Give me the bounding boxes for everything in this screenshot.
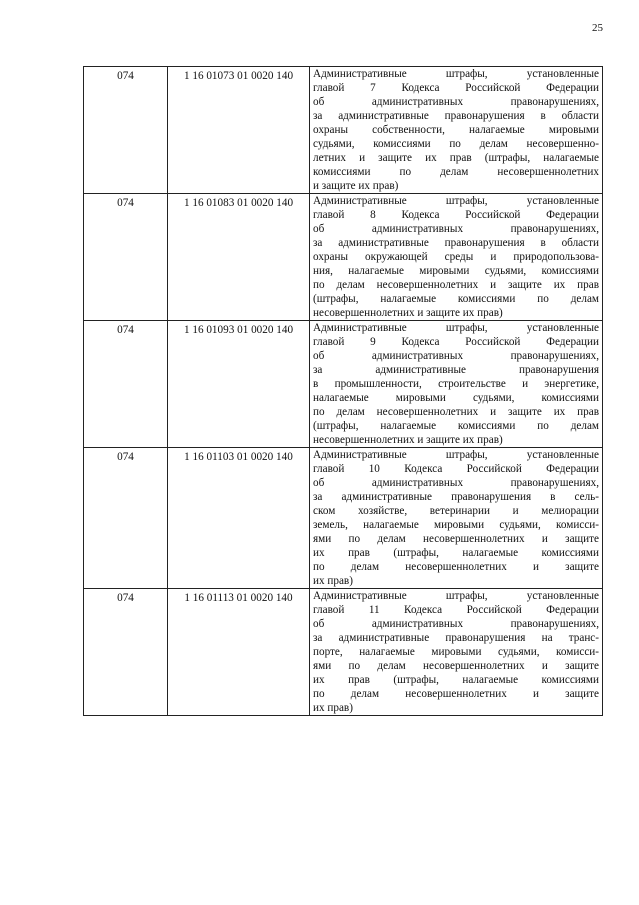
description-line: главой 9 Кодекса Российской Федерации [313, 336, 599, 348]
description-line: по делам несовершеннолетних и защите их прав [313, 279, 599, 291]
description-line: Административные штрафы, установленные [313, 590, 599, 602]
description-line: ями по делам несовершеннолетних и защите [313, 533, 599, 545]
description-line: (штрафы, налагаемые комиссиями по делам [313, 293, 599, 305]
description-line: ями по делам несовершеннолетних и защите [313, 660, 599, 672]
admin-code-cell: 074 [84, 589, 168, 716]
description-line: Административные штрафы, установленные [313, 195, 599, 207]
description-line: по делам несовершеннолетних и защите [313, 688, 599, 700]
description-line: об административных правонарушениях, [313, 223, 599, 235]
table-row [84, 589, 603, 716]
admin-code-cell: 074 [84, 321, 168, 448]
description-line: комиссиями по делам несовершеннолетних [313, 166, 599, 178]
description-line: судьями, комиссиями по делам несовершенно- [313, 138, 599, 150]
admin-code-cell: 074 [84, 448, 168, 589]
budget-code-cell: 1 16 01073 01 0020 140 [168, 67, 310, 194]
description-line: за административные правонарушения в сель- [313, 491, 599, 503]
table-body [84, 67, 603, 716]
description-line: порте, налагаемые мировыми судьями, комисси- [313, 646, 599, 658]
admin-code-cell: 074 [84, 194, 168, 321]
table-row [84, 321, 603, 448]
description-line: и защите их прав) [313, 180, 399, 192]
description-line: земель, налагаемые мировыми судьями, комисси- [313, 519, 599, 531]
description-line: несовершеннолетних и защите их прав) [313, 307, 503, 319]
description-line: в промышленности, строительстве и энергетике, [313, 378, 599, 390]
budget-code-cell: 1 16 01093 01 0020 140 [168, 321, 310, 448]
description-line: главой 11 Кодекса Российской Федерации [313, 604, 599, 616]
description-line: (штрафы, налагаемые комиссиями по делам [313, 420, 599, 432]
description-line: охраны собственности, налагаемые мировыми [313, 124, 599, 136]
page-number: 25 [592, 22, 603, 34]
description-cell [310, 194, 603, 321]
description-line: за административные правонарушения в области [313, 237, 599, 249]
description-line: их прав) [313, 702, 353, 714]
description-line: ния, налагаемые мировыми судьями, комиссиями [313, 265, 599, 277]
description-line: за административные правонарушения [313, 364, 599, 376]
description-line: Административные штрафы, установленные [313, 322, 599, 334]
description-line: об административных правонарушениях, [313, 618, 599, 630]
table-row [84, 194, 603, 321]
budget-code-cell: 1 16 01113 01 0020 140 [168, 589, 310, 716]
description-line: ском хозяйстве, ветеринарии и мелиорации [313, 505, 599, 517]
description-line: налагаемые мировыми судьями, комиссиями [313, 392, 599, 404]
description-line: их прав) [313, 575, 353, 587]
description-cell [310, 448, 603, 589]
description-line: об административных правонарушениях, [313, 477, 599, 489]
description-cell [310, 67, 603, 194]
budget-code-cell: 1 16 01103 01 0020 140 [168, 448, 310, 589]
budget-classification-table [83, 66, 603, 716]
description-line: за административные правонарушения в области [313, 110, 599, 122]
description-line: их прав (штрафы, налагаемые комиссиями [313, 674, 599, 686]
table-row [84, 448, 603, 589]
description-line: главой 7 Кодекса Российской Федерации [313, 82, 599, 94]
description-cell [310, 321, 603, 448]
description-line: за административные правонарушения на транс- [313, 632, 599, 644]
budget-code-cell: 1 16 01083 01 0020 140 [168, 194, 310, 321]
description-line: Административные штрафы, установленные [313, 449, 599, 461]
description-line: их прав (штрафы, налагаемые комиссиями [313, 547, 599, 559]
table-row [84, 67, 603, 194]
description-line: об административных правонарушениях, [313, 350, 599, 362]
description-line: об административных правонарушениях, [313, 96, 599, 108]
description-line: летних и защите их прав (штрафы, налагаемые [313, 152, 599, 164]
description-line: по делам несовершеннолетних и защите [313, 561, 599, 573]
description-line: Административные штрафы, установленные [313, 68, 599, 80]
description-line: по делам несовершеннолетних и защите их прав [313, 406, 599, 418]
description-cell [310, 589, 603, 716]
description-line: главой 10 Кодекса Российской Федерации [313, 463, 599, 475]
description-line: охраны окружающей среды и природопользова- [313, 251, 599, 263]
description-line: главой 8 Кодекса Российской Федерации [313, 209, 599, 221]
description-line: несовершеннолетних и защите их прав) [313, 434, 503, 446]
admin-code-cell: 074 [84, 67, 168, 194]
